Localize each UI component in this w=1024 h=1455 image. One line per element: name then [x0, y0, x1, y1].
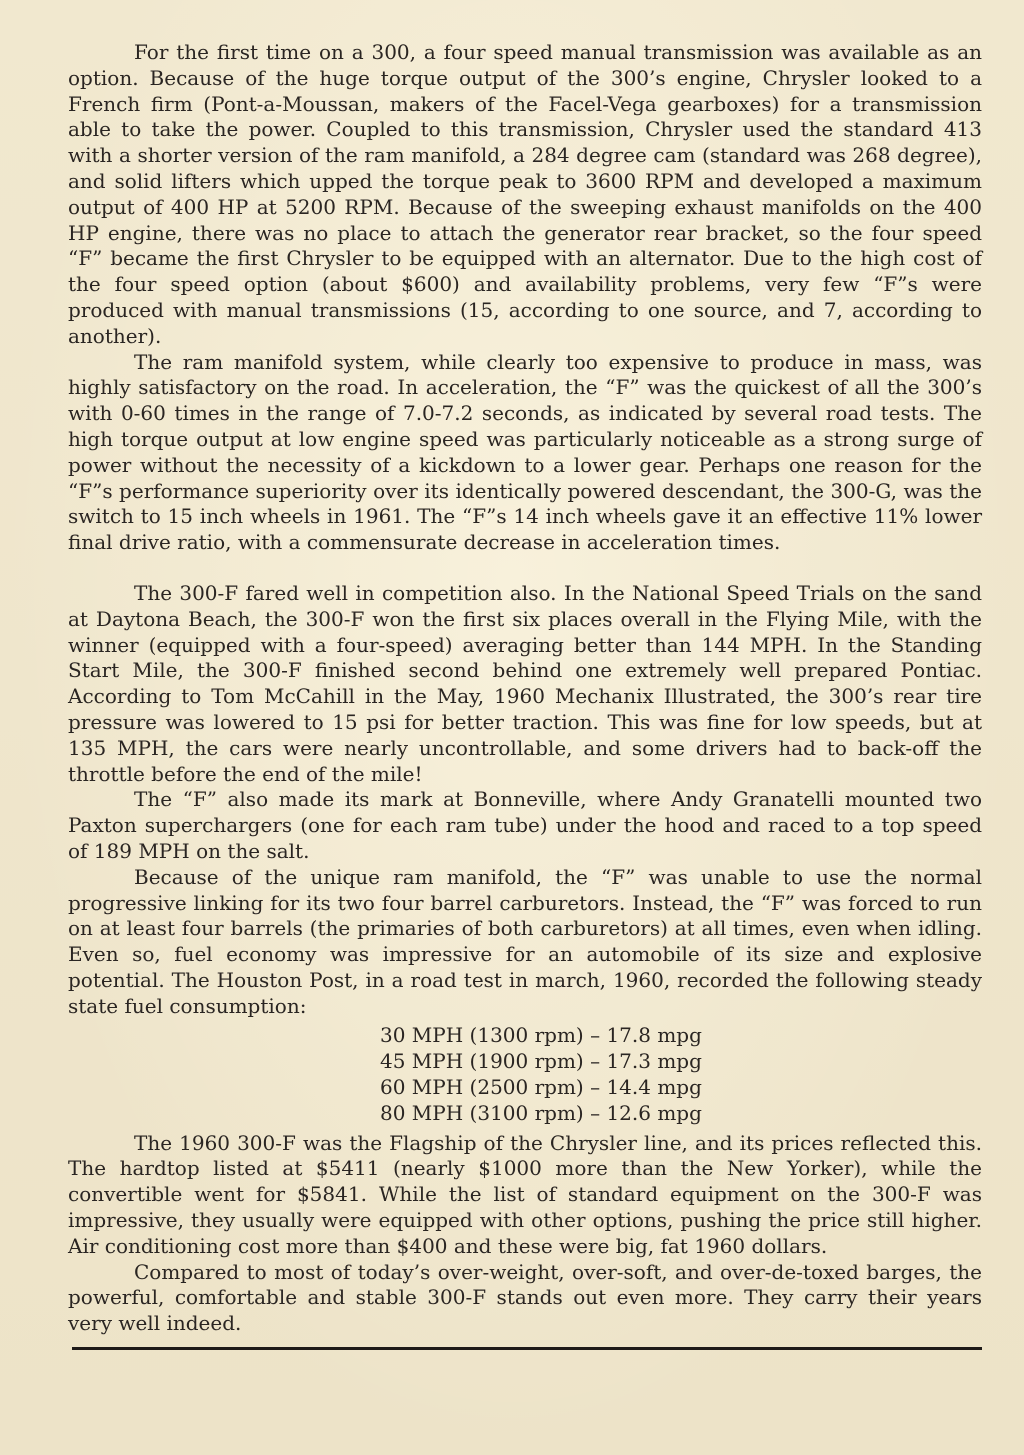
paragraph-ram-manifold: The ram manifold system, while clearly too expensive to produce in mass, was highly satisfactory on the road. In acceleration, the “F” was the quickest of all the 300’s with 0-60 times in the range of 7.0-7.2 seconds, as indicated by several road tests. The high torque output at low engine speed was particularly noticeable as a strong surge of power without the necessity of a kickdown to a lower gear. Perhaps one reason for the “F”s performance superiority over its identically powered descendant, the 300-G, was the switch to 15 inch wheels in 1961. The “F”s 14 inch wheels gave it an effective 11% lower final drive ratio, with a commensurate decrease in acceleration times.	[68, 349, 982, 555]
paragraph-conclusion: Compared to most of today’s over-weight, over-soft, and over-de-toxed barges, the powerful, comfortable and stable 300-F stands out even more. They carry their years very well indeed.	[68, 1259, 982, 1336]
fuel-row-60mph: 60 MPH (2500 rpm) – 14.4 mpg	[380, 1075, 702, 1100]
article-body	[68, 40, 982, 1337]
fuel-row-45mph: 45 MPH (1900 rpm) – 17.3 mpg	[380, 1049, 702, 1074]
fuel-row-80mph: 80 MPH (3100 rpm) – 12.6 mpg	[380, 1100, 702, 1125]
paragraph-bonneville: The “F” also made its mark at Bonneville, where Andy Granatelli mounted two Paxton superchargers (one for each ram tube) under the hood and raced to a top speed of 189 MPH on the salt.	[68, 787, 982, 863]
paragraph-pricing: The 1960 300-F was the Flagship of the Chrysler line, and its prices reflected this. The hardtop listed at $5411 (nearly $1000 more than the New Yorker), while the convertible went for $5841. While the list of standard equipment on the 300-F was impressive, they usually were equipped with other options, pushing the price still higher. Air conditioning cost more than $400 and these were big, fat 1960 dollars.	[68, 1130, 982, 1258]
horizontal-rule	[72, 1347, 982, 1350]
paragraph-fuel-economy: Because of the unique ram manifold, the “F” was unable to use the normal progressive linking for its two four barrel carburetors. Instead, the “F” was forced to run on at least four barrels (the primaries of both carburetors) at all times, even when idling. Even so, fuel economy was impressive for an automobile of its size and explosive potential. The Houston Post, in a road test in march, 1960, recorded the following steady state fuel consumption:	[68, 864, 982, 1018]
paragraph-transmission: For the first time on a 300, a four speed manual transmission was available as an option. Because of the huge torque output of the 300’s engine, Chrysler looked to a French firm (Pont-a-Moussan, makers of the Facel-Vega gearboxes) for a transmission able to take the power. Coupled to this transmission, Chrysler used the standard 413 with a shorter version of the ram manifold, a 284 degree cam (standard was 268 degree), and solid lifters which upped the torque peak to 3600 RPM and developed a maximum output of 400 HP at 5200 RPM. Because of the sweeping exhaust manifolds on the 400 HP engine, there was no place to attach the generator rear bracket, so the four speed “F” became the first Chrysler to be equipped with an alternator. Due to the high cost of the four speed option (about $600) and availability problems, very few “F”s were produced with manual transmissions (15, according to one source, and 7, according to another).	[68, 40, 982, 348]
fuel-row-30mph: 30 MPH (1300 rpm) – 17.8 mpg	[380, 1023, 702, 1048]
fuel-consumption-table	[68, 1023, 982, 1126]
paragraph-competition: The 300-F fared well in competition also. In the National Speed Trials on the sand at Daytona Beach, the 300-F won the first six places overall in the Flying Mile, with the winner (equipped with a four-speed) averaging better than 144 MPH. In the Standing Start Mile, the 300-F finished second behind one extremely well prepared Pontiac. According to Tom McCahill in the May, 1960 Mechanix Illustrated, the 300’s rear tire pressure was lowered to 15 psi for better traction. This was fine for low speeds, but at 135 MPH, the cars were nearly uncontrollable, and some drivers had to back-off the throttle before the end of the mile!	[68, 580, 982, 786]
